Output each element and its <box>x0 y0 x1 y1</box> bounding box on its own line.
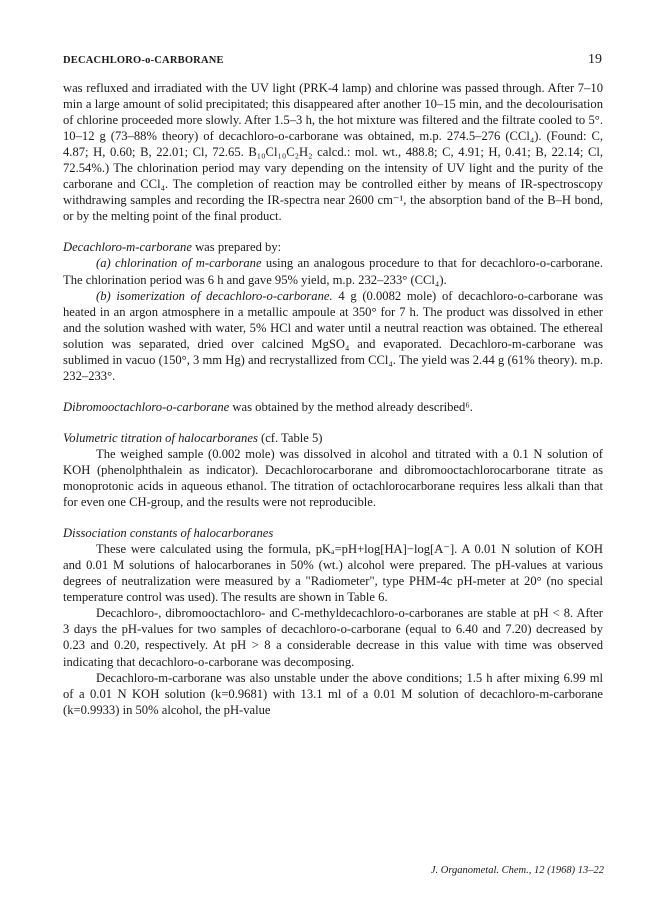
method-a-label: (a) chlorination of m-carborane <box>96 256 262 271</box>
compound-name-meta: Decachloro-m-carborane <box>63 240 192 255</box>
method-b-text: 4 g (0.0082 mole) of decachloro-o-carborane was heated in an argon atmosphere in a metallic ampoule at 350° for 7 h. The product was dissolved in ether and the solution washed with water, 5% HCl and water until a neutral reaction was obtained. The ethereal solution was separated, dried over calcined MgSO₄ and evaporated. Decachloro-m-carborane was sublimed in vacuo (150°, 3 mm Hg) and recrystallized from CCl₄. The yield was 2.44 g (61% theory). m.p. 232–233°. <box>63 288 603 383</box>
method-b-label: (b) isomerization of decachloro-o-carborane. <box>96 288 333 303</box>
paragraph-method-a <box>63 255 603 287</box>
section-heading-volumetric <box>63 430 603 446</box>
paragraph-dissociation-stability: Decachloro-, dibromooctachloro- and C-methyldecachloro-o-carboranes are stable at pH < 8. After 3 days the pH-values for two samples of decachloro-o-carborane (equal to 6.40 and 7.20) decreased by 0.23 and 0.20, respectively. At pH > 8 a considerable decrease in this value with time was observed indicating that decachloro-o-carborane was decomposing. <box>63 606 603 669</box>
paragraph-method-b <box>63 288 603 384</box>
volumetric-title: Volumetric titration of halocarboranes <box>63 430 258 445</box>
compound-name-dibromo: Dibromooctachloro-o-carborane <box>63 399 230 414</box>
paragraph-volumetric: The weighed sample (0.002 mole) was dissolved in alcohol and titrated with a 0.1 N solution of KOH (phenolphthalein as indicator). Decachlorocarborane and dibromooctachlorocarborane titrate as monoprotonic acids in aqueous ethanol. The titration of octachlorocarborane requires less alkali than that for even one CH-group, and the results were not reproducible. <box>63 446 603 510</box>
page-number: 19 <box>588 52 602 67</box>
volumetric-table-ref: (cf. Table 5) <box>257 430 323 445</box>
paragraph-chlorination-procedure: was refluxed and irradiated with the UV light (PRK-4 lamp) and chlorine was passed through. After 7–10 min a large amount of solid precipitated; this disappeared after another 10–15 min, and the decolourisation of chlorine proceeded more slowly. After 1.5–3 h, the hot mixture was filtered and the filtrate cooled to 5°. 10–12 g (73–88% theory) of decachloro-o-carborane was obtained, m.p. 274.5–276 (CCl₄). (Found: C, 4.87; H, 0.60; B, 22.01; Cl, 72.65. B₁₀Cl₁₀C₂H₂ calcd.: mol. wt., 488.8; C, 4.91; H, 0.41; B, 22.14; Cl, 72.54%.) The chlorination period may vary depending on the intensity of UV light and the purity of the carborane and CCl₄. The completion of reaction may be controlled either by means of IR-spectroscopy withdrawing samples and recording the IR-spectra near 2600 cm⁻¹, the absorption band of the B–H bond, or by the melting point of the final product. <box>63 81 603 224</box>
meta-intro-text: was prepared by: <box>191 240 282 255</box>
paragraph-dibromo <box>63 399 603 415</box>
journal-citation: J. Organometal. Chem., 12 (1968) 13–22 <box>430 865 604 876</box>
article-body <box>63 80 603 718</box>
paragraph-dissociation-meta: Decachloro-m-carborane was also unstable under the above conditions; 1.5 h after mixing 6.99 ml of a 0.01 N KOH solution (k=0.9681) with 13.1 ml of a 0.01 M solution of decachloro-m-carborane (k=0.9933) in 50% alcohol, the pH-value <box>63 670 603 717</box>
method-a-text: using an analogous procedure to that for decachloro-o-carborane. The chlorination period was 6 h and gave 95% yield, m.p. 232–233° (CCl₄). <box>63 256 603 287</box>
section-heading-dissociation: Dissociation constants of halocarboranes <box>63 526 274 541</box>
paragraph-dissociation-method: These were calculated using the formula, pKₐ=pH+log[HA]−log[A⁻]. A 0.01 N solution of KOH and 0.01 M solutions of halocarboranes in 50% (wt.) alcohol were prepared. The pH-values at various degrees of neutralization were measured by a "Radiometer", type PHM-4c pH-meter at 20° (no special temperature control was used). The results are shown in Table 6. <box>63 542 603 605</box>
running-head: DECACHLORO-o-CARBORANE <box>63 55 224 66</box>
paragraph-meta-carborane-intro <box>63 239 603 255</box>
dibromo-text: was obtained by the method already described⁶. <box>229 399 473 414</box>
page-header <box>63 52 602 75</box>
